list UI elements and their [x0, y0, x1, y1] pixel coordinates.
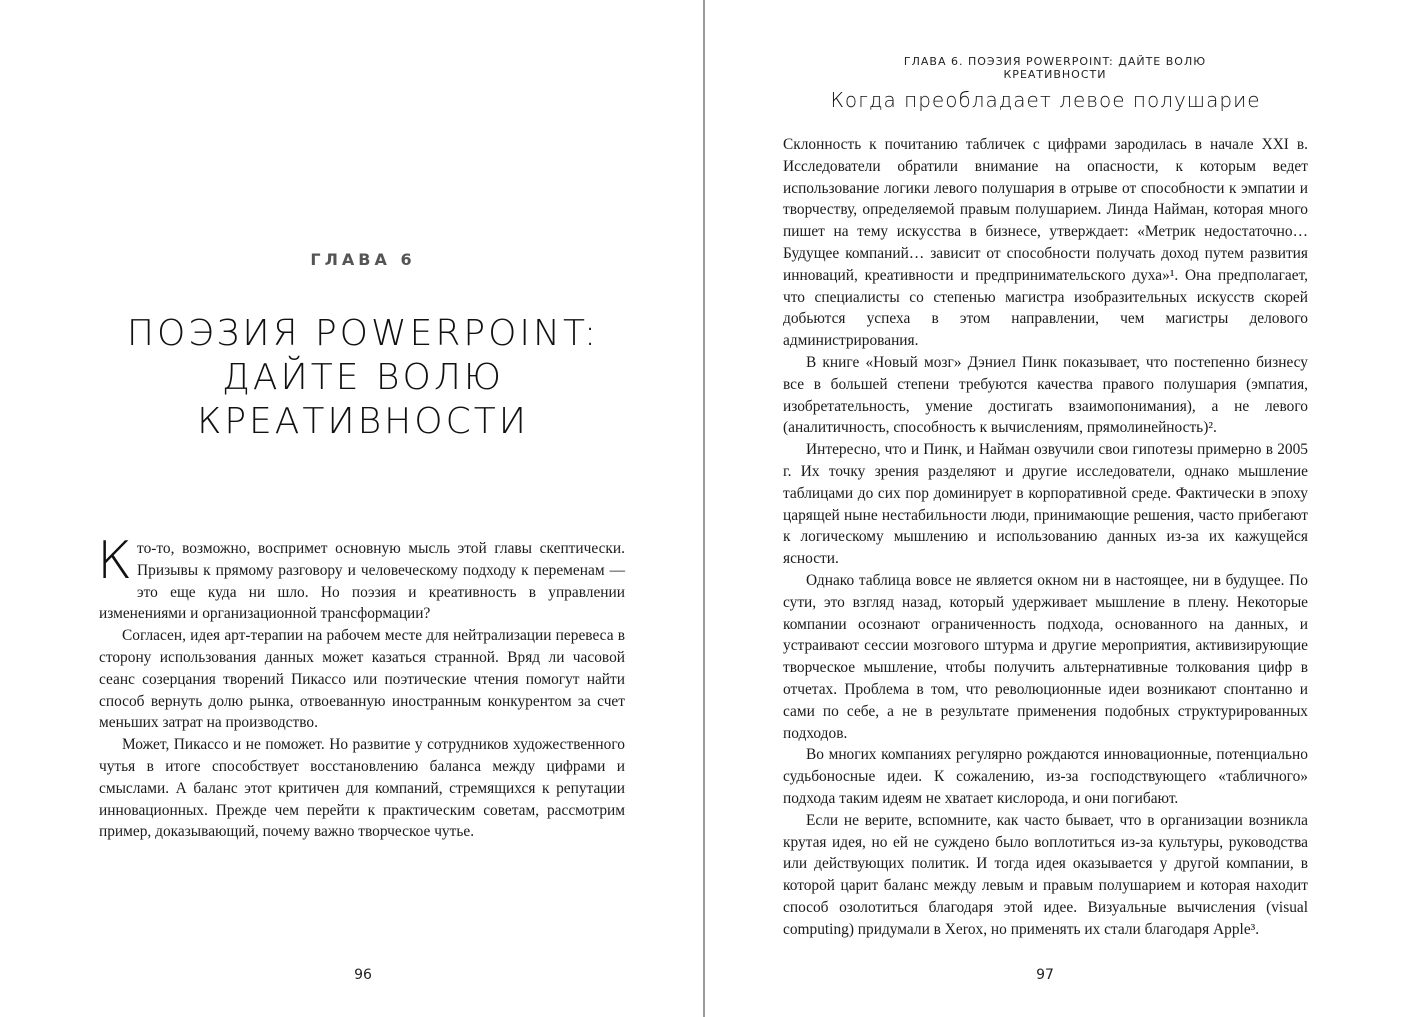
paragraph: В книге «Новый мозг» Дэниел Пинк показывает, что постепенно бизнесу все в большей степени требуются качества правого полушария (эмпатия, изобретательность, умение достигать взаимопонимания), а не левого (аналитичность, способность к вычислениям, прямолинейность)².	[783, 353, 1308, 437]
paragraph: Согласен, идея арт-терапии на рабочем месте для нейтрализации перевеса в сторону использования данных может казаться странной. Вряд ли часовой сеанс созерцания творений Пикассо или поэтические чтения помогут найти способ вернуть долю рынка, отвоеванную иностранным конкурентом за счет меньших затрат на производство.	[99, 627, 625, 732]
right-page	[705, 0, 1410, 1017]
paragraph: Может, Пикассо и не поможет. Но развитие у сотрудников художественного чутья в итоге способствует восстановлению баланса между цифрами и смыслами. А баланс этот критичен для компаний, стремящихся к репутации инновационных. Прежде чем перейти к практическим советам, рассмотрим пример, доказывающий, почему важно творческое чутье.	[99, 736, 625, 841]
chapter-title	[0, 312, 726, 444]
paragraph: Кто-то, возможно, воспримет основную мысль этой главы скептически. Призывы к прямому разговору и человеческому подходу к переменам — это еще куда ни шло. Но поэзия и креативность в управлении изменениями и организационной трансформации?	[97, 531, 625, 623]
paragraph: Если не верите, вспомните, как часто бывает, что в организации возникла крутая идея, но ей не суждено было воплотиться из-за культуры, руководства или действующих политик. И тогда идея оказывается у другой компании, в которой царит баланс между левым и правым полушарием и которая находит способ озолотиться благодаря этой идее. Визуальные вычисления (visual computing) придумали в Xerox, но применять их стали благодаря Apple³.	[783, 811, 1308, 938]
drop-cap: К	[97, 531, 133, 591]
paragraph: Интересно, что и Пинк, и Найман озвучили свои гипотезы примерно в 2005 г. Их точку зрения разделяют и другие исследователи, однако мышление таблицами до сих пор доминирует в корпоративной среде. Фактически в эпоху царящей ныне нестабильности люди, принимающие решения, часто прибегают к логическому мышлению и использованию данных из-за их кажущейся ясности.	[783, 441, 1308, 568]
running-header: ГЛАВА 6. ПОЭЗИЯ POWERPOINT: ДАЙТЕ ВОЛЮ КРЕАТИВНОСТИ	[903, 55, 1207, 81]
section-title: Когда преобладает левое полушарие	[830, 88, 1261, 112]
paragraph: Склонность к почитанию табличек с цифрами зародилась в начале XXI в. Исследователи обратили внимание на опасности, к которым ведет использование логики левого полушария в отрыве от способности к эмпатии и творчеству, определяемой правым полушарием. Линда Найман, которая много пишет на тему искусства в бизнесе, утверждает: «Метрик недостаточно… Будущее компаний… зависит от способности получать доход путем развития инноваций, креативности и предпринимательского духа»¹. Она предполагает, что специалисты со степенью магистра изобразительных искусств скорей добьются успеха в этом направлении, чем магистры делового администрирования.	[783, 136, 1308, 350]
right-body-text	[783, 134, 1308, 940]
paragraph: Однако таблица вовсе не является окном ни в настоящее, ни в будущее. По сути, это взгляд назад, который удерживает мышление в плену. Некоторые компании осознают ограниченность подхода, основанного на данных, и устраивают сессии мозгового штурма и другие мероприятия, активизирующие творческое мышление, чтобы получить альтернативные толкования цифр в отчетах. Проблема в том, что революционные идеи возникают спонтанно и сами по себе, а не в результате применения подобных структурированных подходов.	[783, 571, 1308, 742]
chapter-title-line: ПОЭЗИЯ POWERPOINT:	[126, 313, 600, 354]
page-number: 97	[1036, 967, 1054, 983]
chapter-title-line: ДАЙТЕ ВОЛЮ	[221, 357, 505, 398]
left-body-text	[97, 531, 625, 843]
chapter-title-line: КРЕАТИВНОСТИ	[197, 401, 529, 442]
chapter-label: ГЛАВА 6	[310, 250, 416, 269]
paragraph: Во многих компаниях регулярно рождаются инновационные, потенциально судьбоносные идеи. К сожалению, из-за господствующего «табличного» подхода таким идеям не хватает кислорода, и они погибают.	[783, 746, 1308, 807]
page-number: 96	[354, 967, 372, 983]
left-page	[0, 0, 703, 1017]
